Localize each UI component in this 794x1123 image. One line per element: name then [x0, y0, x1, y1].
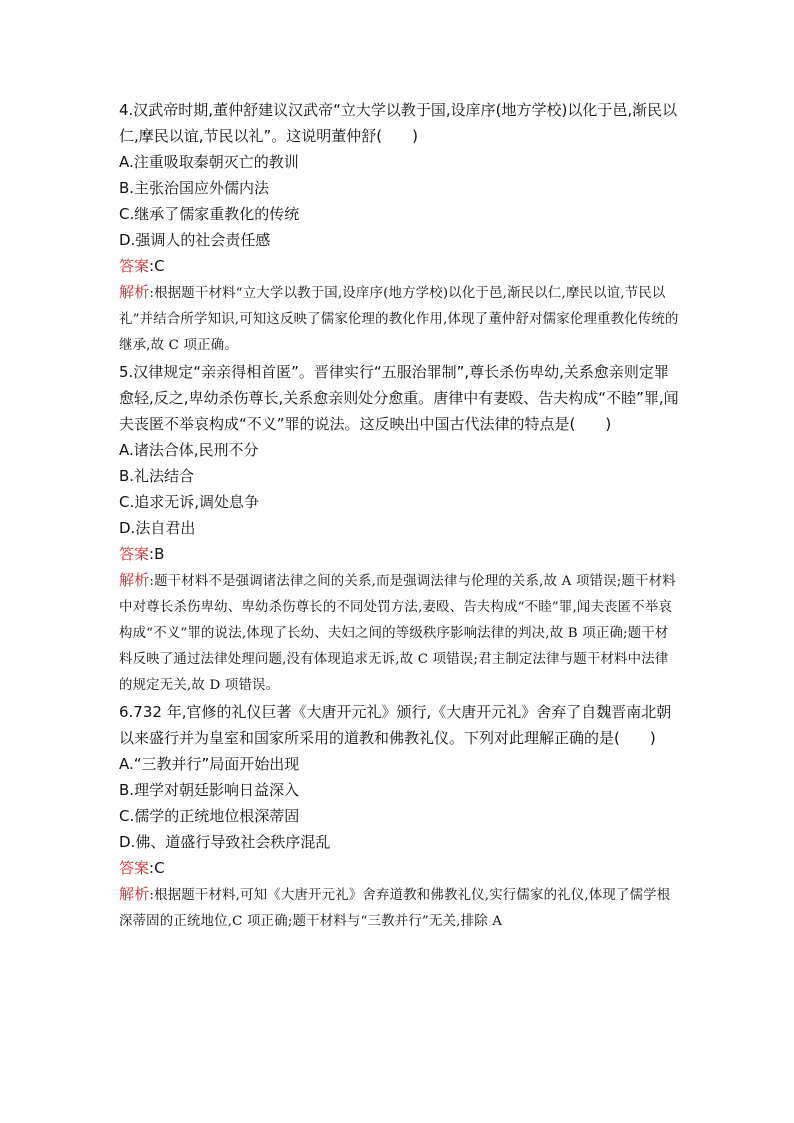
explanation [119, 881, 679, 935]
explanation-text: :题干材料不是强调诸法律之间的关系,而是强调法律与伦理的关系,故 A 项错误;题干材料中对尊长杀伤卑幼、卑幼杀伤尊长的不同处罚方法,妻殴、告夫构成“不睦”罪,闻夫丧匿不举哀构成“不义”罪的说法,体现了长幼、夫妇之间的等级秩序影响法律的判决,故 B 项正确;题干材料反映了通过法律处理问题,没有体现追求无诉,故 C 项错误;君主制定法律与题干材料中法律的规定无关,故 D 项错误。 [119, 574, 676, 693]
option-b: B.礼法结合 [119, 467, 195, 485]
question-5 [119, 359, 679, 699]
answer-line [119, 253, 679, 279]
answer-value: :B [149, 545, 165, 563]
option-c: C.儒学的正统地位根深蒂固 [119, 807, 300, 825]
answer-line [119, 541, 679, 567]
explanation-text: :根据题干材料,可知《大唐开元礼》舍弃道教和佛教礼仪,实行儒家的礼仪,体现了儒学根深蒂固的正统地位,C 项正确;题干材料与“三教并行”无关,排除 A [119, 888, 671, 929]
answer-value: :C [149, 257, 165, 275]
question-stem: 4.汉武帝时期,董仲舒建议汉武帝“立大学以教于国,设庠序(地方学校)以化于邑,渐民以仁,摩民以谊,节民以礼”。这说明董仲舒( ) [119, 101, 678, 145]
answer-label: 答案 [119, 545, 150, 563]
option-b: B.理学对朝廷影响日益深入 [119, 781, 300, 799]
option-a: A.“三教并行”局面开始出现 [119, 755, 300, 773]
option-d: D.强调人的社会责任感 [119, 231, 271, 249]
option-a: A.注重吸取秦朝灭亡的教训 [119, 153, 299, 171]
answer-value: :C [149, 859, 165, 877]
explanation-label: 解析 [119, 571, 150, 589]
explanation [119, 279, 679, 359]
option-b: B.主张治国应外儒内法 [119, 179, 270, 197]
answer-line [119, 855, 679, 881]
option-d: D.佛、道盛行导致社会秩序混乱 [119, 833, 331, 851]
question-stem: 5.汉律规定“亲亲得相首匿”。晋律实行“五服治罪制”,尊长杀伤卑幼,关系愈亲则定罪愈轻,反之,卑幼杀伤尊长,关系愈亲则处分愈重。唐律中有妻殴、告夫构成“不睦”罪,闻夫丧匿不举哀构成“不义”罪的说法。这反映出中国古代法律的特点是( ) [119, 363, 679, 433]
document-page [119, 97, 679, 935]
question-4 [119, 97, 679, 359]
question-stem: 6.732 年,官修的礼仪巨著《大唐开元礼》颁行,《大唐开元礼》舍弃了自魏晋南北朝以来盛行并为皇室和国家所采用的道教和佛教礼仪。下列对此理解正确的是( ) [119, 703, 672, 747]
explanation [119, 567, 679, 699]
question-6 [119, 699, 679, 935]
explanation-label: 解析 [119, 283, 150, 301]
option-d: D.法自君出 [119, 519, 196, 537]
option-c: C.追求无诉,调处息争 [119, 493, 260, 511]
explanation-label: 解析 [119, 885, 150, 903]
answer-label: 答案 [119, 257, 150, 275]
explanation-text: :根据题干材料“立大学以教于国,设庠序(地方学校)以化于邑,渐民以仁,摩民以谊,节民以礼”并结合所学知识,可知这反映了儒家伦理的教化作用,体现了董仲舒对儒家伦理重教化传统的继承,故 C 项正确。 [119, 286, 679, 353]
option-a: A.诸法合体,民刑不分 [119, 441, 259, 459]
answer-label: 答案 [119, 859, 150, 877]
option-c: C.继承了儒家重教化的传统 [119, 205, 300, 223]
